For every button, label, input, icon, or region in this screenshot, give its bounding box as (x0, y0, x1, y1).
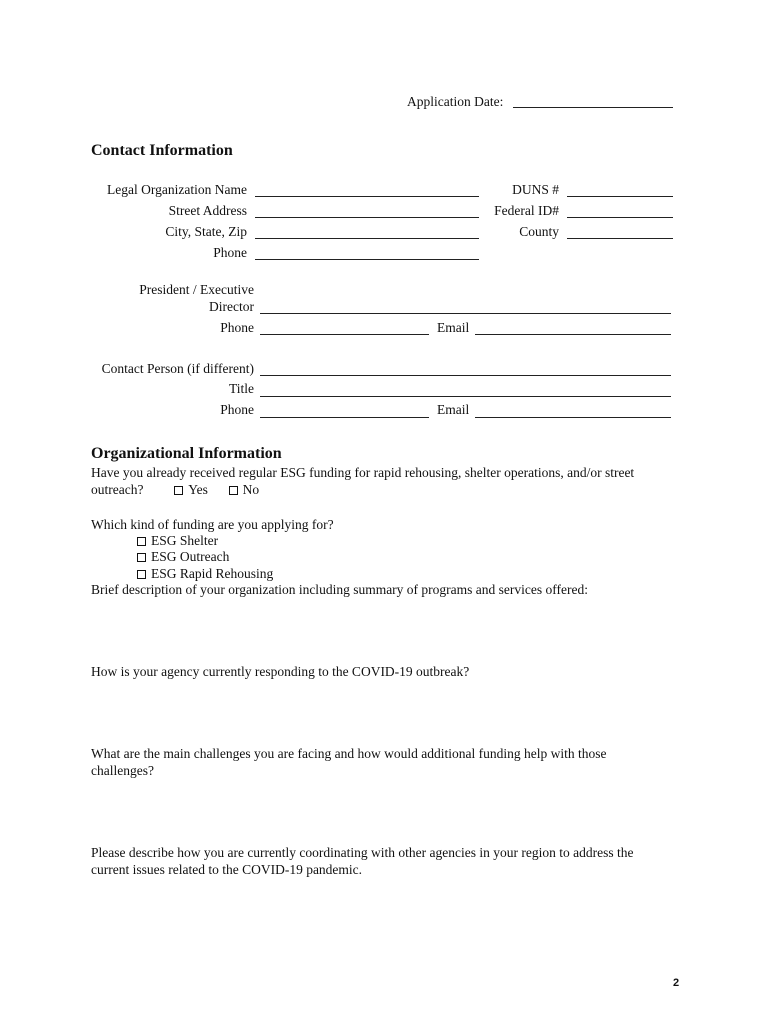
esg-shelter-label: ESG Shelter (151, 533, 219, 548)
funding-kind-question: Which kind of funding are you applying for? (91, 517, 334, 532)
esg-rapid-rehousing-label: ESG Rapid Rehousing (151, 566, 274, 581)
org-phone-label: Phone (213, 245, 247, 260)
contact-email-field[interactable] (475, 417, 671, 418)
application-date-label: Application Date: (407, 94, 504, 109)
org-phone-field[interactable] (255, 259, 479, 260)
organizational-information-heading: Organizational Information (91, 445, 282, 462)
esg-received-question-text: Have you already received regular ESG funding for rapid rehousing, shelter operations, and/or street outreach? (91, 465, 635, 497)
contact-phone-field[interactable] (260, 417, 429, 418)
duns-field[interactable] (567, 196, 673, 197)
esg-rapid-rehousing-option[interactable] (137, 566, 273, 582)
president-label-line2: Director (209, 299, 254, 314)
esg-outreach-label: ESG Outreach (151, 549, 230, 564)
esg-outreach-checkbox[interactable] (137, 553, 146, 562)
no-checkbox[interactable] (229, 486, 238, 495)
contact-information-heading: Contact Information (91, 142, 233, 159)
city-state-zip-label: City, State, Zip (165, 224, 247, 239)
contact-title-field[interactable] (260, 396, 671, 397)
esg-shelter-checkbox[interactable] (137, 537, 146, 546)
esg-received-question (91, 464, 656, 498)
esg-rapid-rehousing-checkbox[interactable] (137, 570, 146, 579)
no-option[interactable] (229, 482, 260, 497)
esg-outreach-option[interactable] (137, 549, 229, 565)
president-email-label: Email (437, 320, 470, 335)
contact-email-label: Email (437, 402, 470, 417)
legal-org-name-label: Legal Organization Name (107, 182, 247, 197)
contact-person-field[interactable] (260, 375, 671, 376)
yes-option[interactable] (174, 482, 208, 497)
federal-id-field[interactable] (567, 217, 673, 218)
application-date-field[interactable] (513, 107, 673, 108)
street-address-label: Street Address (168, 203, 247, 218)
county-label: County (519, 224, 559, 239)
yes-label: Yes (188, 482, 208, 497)
county-field[interactable] (567, 238, 673, 239)
president-field[interactable] (260, 313, 671, 314)
legal-org-name-field[interactable] (255, 196, 479, 197)
description-question: Brief description of your organization including summary of programs and services offered: (91, 582, 588, 597)
page-number: 2 (673, 977, 680, 989)
contact-title-label: Title (228, 381, 254, 396)
president-phone-label: Phone (220, 320, 254, 335)
no-label: No (242, 482, 260, 497)
president-phone-field[interactable] (260, 334, 429, 335)
street-address-field[interactable] (255, 217, 479, 218)
yes-checkbox[interactable] (174, 486, 183, 495)
duns-label: DUNS # (512, 182, 559, 197)
esg-shelter-option[interactable] (137, 533, 218, 549)
contact-phone-label: Phone (220, 402, 254, 417)
coordination-question: Please describe how you are currently coordinating with other agencies in your region to address the current issues related to the COVID-19 pandemic. (91, 845, 634, 877)
contact-person-label: Contact Person (if different) (101, 361, 254, 376)
president-label-line1: President / Executive (139, 282, 254, 297)
covid-response-question: How is your agency currently responding to the COVID-19 outbreak? (91, 664, 470, 679)
city-state-zip-field[interactable] (255, 238, 479, 239)
president-email-field[interactable] (475, 334, 671, 335)
federal-id-label: Federal ID# (494, 203, 559, 218)
challenges-question: What are the main challenges you are facing and how would additional funding help with those challenges? (91, 746, 607, 778)
